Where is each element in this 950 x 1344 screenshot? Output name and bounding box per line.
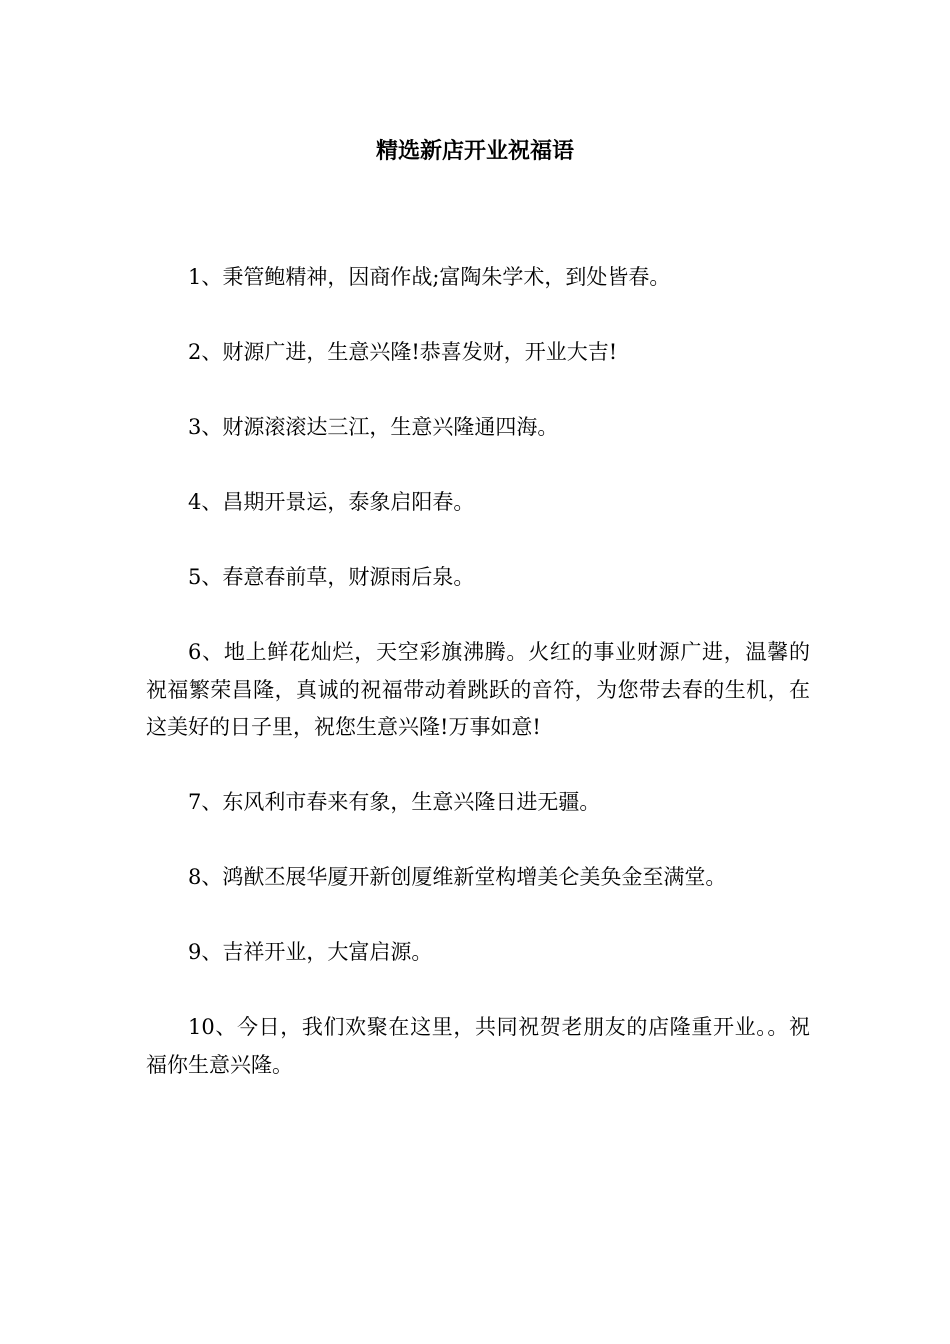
document-title: 精选新店开业祝福语 [375,139,574,164]
paragraph-9: 9、吉祥开业，大富启源。 [188,940,433,964]
paragraph-4: 4、昌期开景运，泰象启阳春。 [188,490,475,514]
paragraph-8: 8、鸿猷丕展华厦开新创厦维新堂构增美仑美奂金至满堂。 [188,865,727,889]
document-body [146,259,810,1084]
paragraph-1: 1、秉管鲍精神，因商作战;富陶朱学术，到处皆春。 [188,265,671,289]
paragraph-3: 3、财源滚滚达三江，生意兴隆通四海。 [188,415,559,439]
paragraph-2: 2、财源广进，生意兴隆!恭喜发财，开业大吉! [188,340,618,364]
paragraph-7: 7、东风利市春来有象，生意兴隆日进无疆。 [188,790,601,814]
paragraph-6: 6、地上鲜花灿烂，天空彩旗沸腾。火红的事业财源广进，温馨的祝福繁荣昌隆，真诚的祝福带动着跳跃的音符，为您带去春的生机，在这美好的日子里，祝您生意兴隆!万事如意! [146,640,810,739]
paragraph-10: 10、今日，我们欢聚在这里，共同祝贺老朋友的店隆重开业。。祝福你生意兴隆。 [146,1015,810,1077]
paragraph-5: 5、春意春前草，财源雨后泉。 [188,565,475,589]
